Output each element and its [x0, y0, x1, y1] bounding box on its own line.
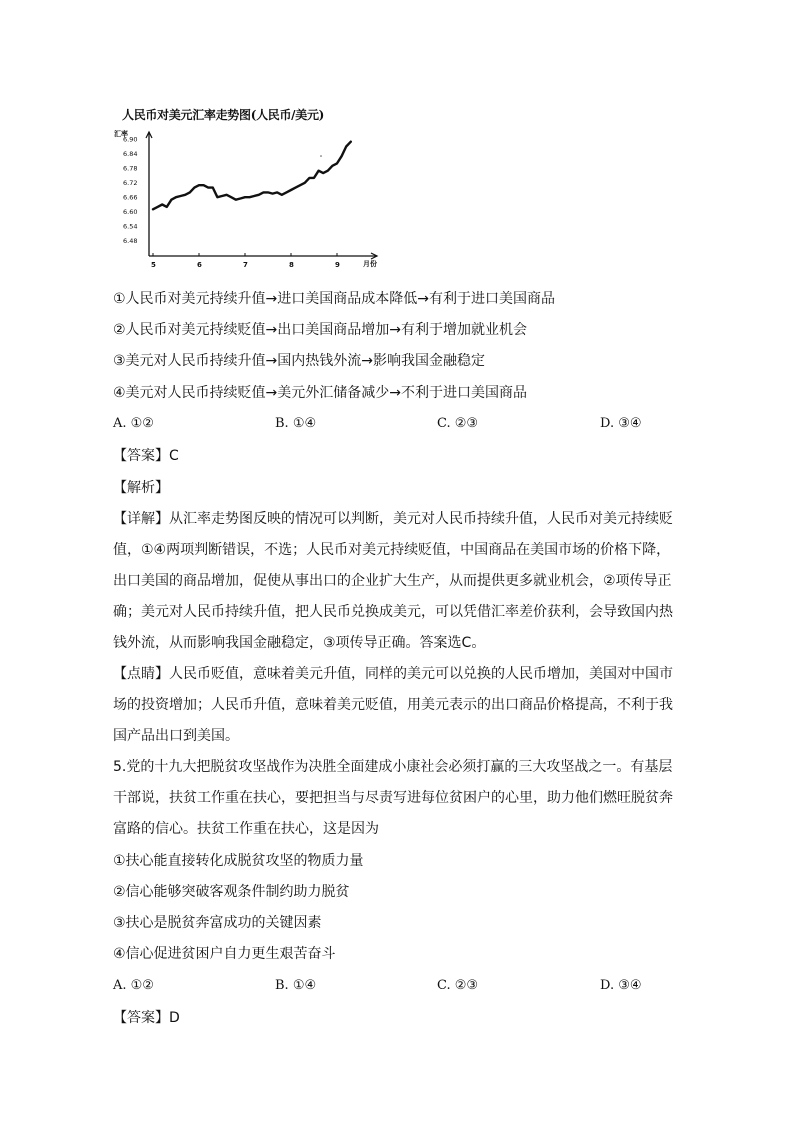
- chart-plot: [112, 104, 402, 276]
- q4-item-4: ④美元对人民币持续贬值→美元外汇储备减少→不利于进口美国商品: [113, 385, 528, 401]
- q4-tip-line-2: 场的投资增加；人民币升值，意味着美元贬值，用美元表示的出口商品价格提高，不利于我: [113, 697, 673, 713]
- q5-option-d: D. ③④: [600, 978, 642, 993]
- q5-item-2: ②信心能够突破客观条件制约助力脱贫: [113, 884, 350, 900]
- speck-mark: [320, 155, 322, 157]
- q5-stem-line-3: 富路的信心。扶贫工作重在扶心，这是因为: [113, 821, 379, 837]
- q4-tip-line-3: 国产品出口到美国。: [113, 728, 239, 744]
- q5-item-1: ①扶心能直接转化成脱贫攻坚的物质力量: [113, 853, 364, 869]
- q4-item-2: ②人民币对美元持续贬值→出口美国商品增加→有利于增加就业机会: [113, 322, 528, 338]
- q5-item-4: ④信心促进贫困户自力更生艰苦奋斗: [113, 946, 336, 962]
- x-tick-label: 5: [151, 261, 156, 269]
- q4-answer: 【答案】C: [113, 448, 179, 464]
- q4-tip-line-1: 【点睛】人民币贬值，意味着美元升值，同样的美元可以兑换的人民币增加，美国对中国市: [113, 666, 673, 682]
- x-tick-label: 9: [335, 261, 340, 269]
- q5-stem-line-1: 5.党的十九大把脱贫攻坚战作为决胜全面建成小康社会必须打赢的三大攻坚战之一。有基层: [113, 759, 673, 775]
- q4-detail-line-5: 钱外流，从而影响我国金融稳定，③项传导正确。答案选C。: [113, 635, 486, 651]
- chart-title: 人民币对美元汇率走势图(人民币/美元): [122, 108, 325, 122]
- x-axis-label: 月份: [363, 260, 377, 268]
- y-tick-label: 6.48: [123, 236, 138, 245]
- q5-stem-line-2: 干部说，扶贫工作重在扶心，要把担当与尽责写进每位贫困户的心里，助力他们燃旺脱贫奔: [113, 790, 673, 806]
- y-tick-label: 6.78: [123, 164, 138, 173]
- y-tick-label: 6.84: [123, 149, 138, 158]
- x-tick-label: 7: [243, 261, 248, 269]
- exchange-rate-chart: [112, 104, 402, 276]
- q4-item-3: ③美元对人民币持续升值→国内热钱外流→影响我国金融稳定: [113, 353, 486, 369]
- q5-option-a: A. ①②: [113, 978, 154, 993]
- x-tick-label: 6: [197, 261, 202, 269]
- q4-option-d: D. ③④: [600, 416, 642, 431]
- q4-detail-line-4: 确；美元对人民币持续升值，把人民币兑换成美元，可以凭借汇率差价获利，会导致国内热: [113, 604, 673, 620]
- q5-option-b: B. ①④: [275, 978, 317, 993]
- q5-item-3: ③扶心是脱贫奔富成功的关键因素: [113, 915, 322, 931]
- y-tick-label: 6.66: [123, 193, 138, 202]
- y-tick-label: 6.72: [123, 178, 138, 187]
- q4-item-1: ①人民币对美元持续升值→进口美国商品成本降低→有利于进口美国商品: [113, 291, 556, 307]
- q4-detail-line-3: 出口美国的商品增加，促使从事出口的企业扩大生产，从而提供更多就业机会，②项传导正: [113, 573, 672, 589]
- q5-option-c: C. ②③: [437, 978, 479, 993]
- q4-detail-line-2: 值，①④两项判断错误，不选；人民币对美元持续贬值，中国商品在美国市场的价格下降，: [113, 542, 671, 558]
- y-tick-label: 6.54: [123, 222, 138, 231]
- q4-option-c: C. ②③: [437, 416, 479, 431]
- q5-answer: 【答案】D: [113, 1010, 180, 1026]
- q4-detail-line-1: 【详解】从汇率走势图反映的情况可以判断，美元对人民币持续升值，人民币对美元持续贬: [113, 511, 673, 527]
- y-tick-label: 6.90: [123, 135, 138, 144]
- q4-option-b: B. ①④: [275, 416, 317, 431]
- q4-option-a: A. ①②: [113, 416, 154, 431]
- y-axis-label: 汇率: [114, 130, 128, 138]
- rate-series-line: [153, 142, 351, 210]
- x-tick-label: 8: [289, 261, 294, 269]
- q4-analysis-heading: 【解析】: [113, 480, 169, 496]
- y-tick-label: 6.60: [123, 207, 138, 216]
